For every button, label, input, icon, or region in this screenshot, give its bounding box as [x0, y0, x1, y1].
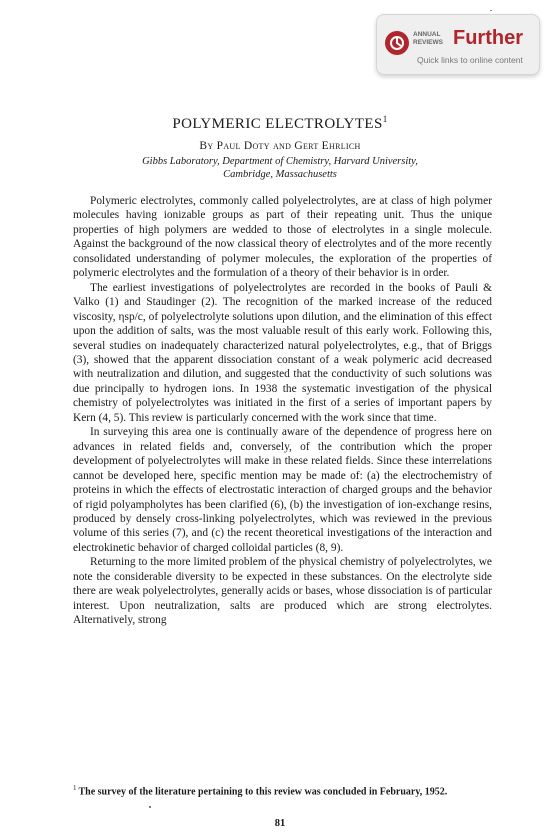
footnote-mark: 1	[73, 784, 77, 792]
title-footnote-mark: 1	[382, 114, 388, 124]
affiliation-line-2: Cambridge, Massachusetts	[223, 169, 337, 180]
page-speck	[149, 806, 151, 808]
body-paragraph: In surveying this area one is continually aware of the dependence of progress here on advances in related fields and, conversely, of the contribution which the proper development of polyelectrolytes will make in these related fields. Since these interrelations cannot be developed here, specific mention may be made of: (a) the electrochemistry of proteins in which the effects of electrostatic interaction of charged groups and the behavior of rigid polyampholytes has been clarified (6), (b) the investigation of ion-exchange resins, produced by densely cross-linking polyelectrolytes, which was reviewed in the previous volume of this series (7), and (c) the recent theoretical investigations of the interaction and electrokinetic behavior of charged colloidal particles (8, 9).	[73, 426, 492, 554]
footnote	[73, 782, 492, 798]
author-affiliation	[0, 155, 560, 181]
further-links-badge[interactable]	[376, 14, 540, 75]
body-paragraph: The earliest investigations of polyelectrolytes are recorded in the books of Pauli & Valko (1) and Staudinger (2). The recognition of the marked increase of the reduced viscosity, ηsp/c, of polyelectrolyte solutions upon dilution, and the elimination of this effect upon the addition of salts, was the most valuable result of this early work. Following this, several studies on inadequately characterized natural polyelectrolytes, e.g., that of Briggs (3), showed that the apparent dissociation constant of a weak polymeric acid decreased with neutralization and dilution, and suggested that the conductivity of such solutions was due principally to hydrogen ions. In 1938 the systematic investigation of the physical chemistry of polyelectrolytes was initiated in the first of a series of important papers by Kern (4, 5). This review is particularly concerned with the work since that time.	[73, 281, 492, 424]
page-number: 81	[274, 818, 286, 829]
affiliation-line-1: Gibbs Laboratory, Department of Chemistry, Harvard University,	[142, 156, 418, 167]
body-paragraph: Returning to the more limited problem of the physical chemistry of polyelectrolytes, we note the considerable diversity to be expected in these substances. On the electrolyte side there are weak polyelectrolytes, generally acids or bases, whose dissociation is of particular interest. Upon neutralization, salts are produced which are strong electrolytes. Alternatively, strong	[73, 556, 492, 627]
article-title	[0, 114, 560, 133]
annual-reviews-logo-icon	[385, 31, 409, 55]
badge-subtitle: Quick links to online content	[417, 55, 523, 65]
badge-publisher-label: ANNUAL REVIEWS	[413, 31, 443, 46]
page-mark	[490, 10, 492, 11]
footnote-text: The survey of the literature pertaining to this review was concluded in February, 1952.	[78, 786, 448, 798]
title-text: POLYMERIC ELECTROLYTES	[172, 116, 383, 132]
body-paragraph: Polymeric electrolytes, commonly called polyelectrolytes, are at class of high polymer molecules having ionizable groups as part of their repeating unit. Thus the unique properties of high polymers are wedded to those of electrolytes in a single molecule. Against the background of the now classical theory of electrolytes and of the more recently consolidated understanding of polymer molecules, the exploration of the properties of polymeric electrolytes and the formulation of a theory of their behavior is in order.	[73, 195, 492, 280]
article-authors: By Paul Doty and Gert Ehrlich	[199, 140, 361, 152]
article-body	[73, 194, 492, 628]
badge-further-label: Further	[453, 27, 523, 49]
